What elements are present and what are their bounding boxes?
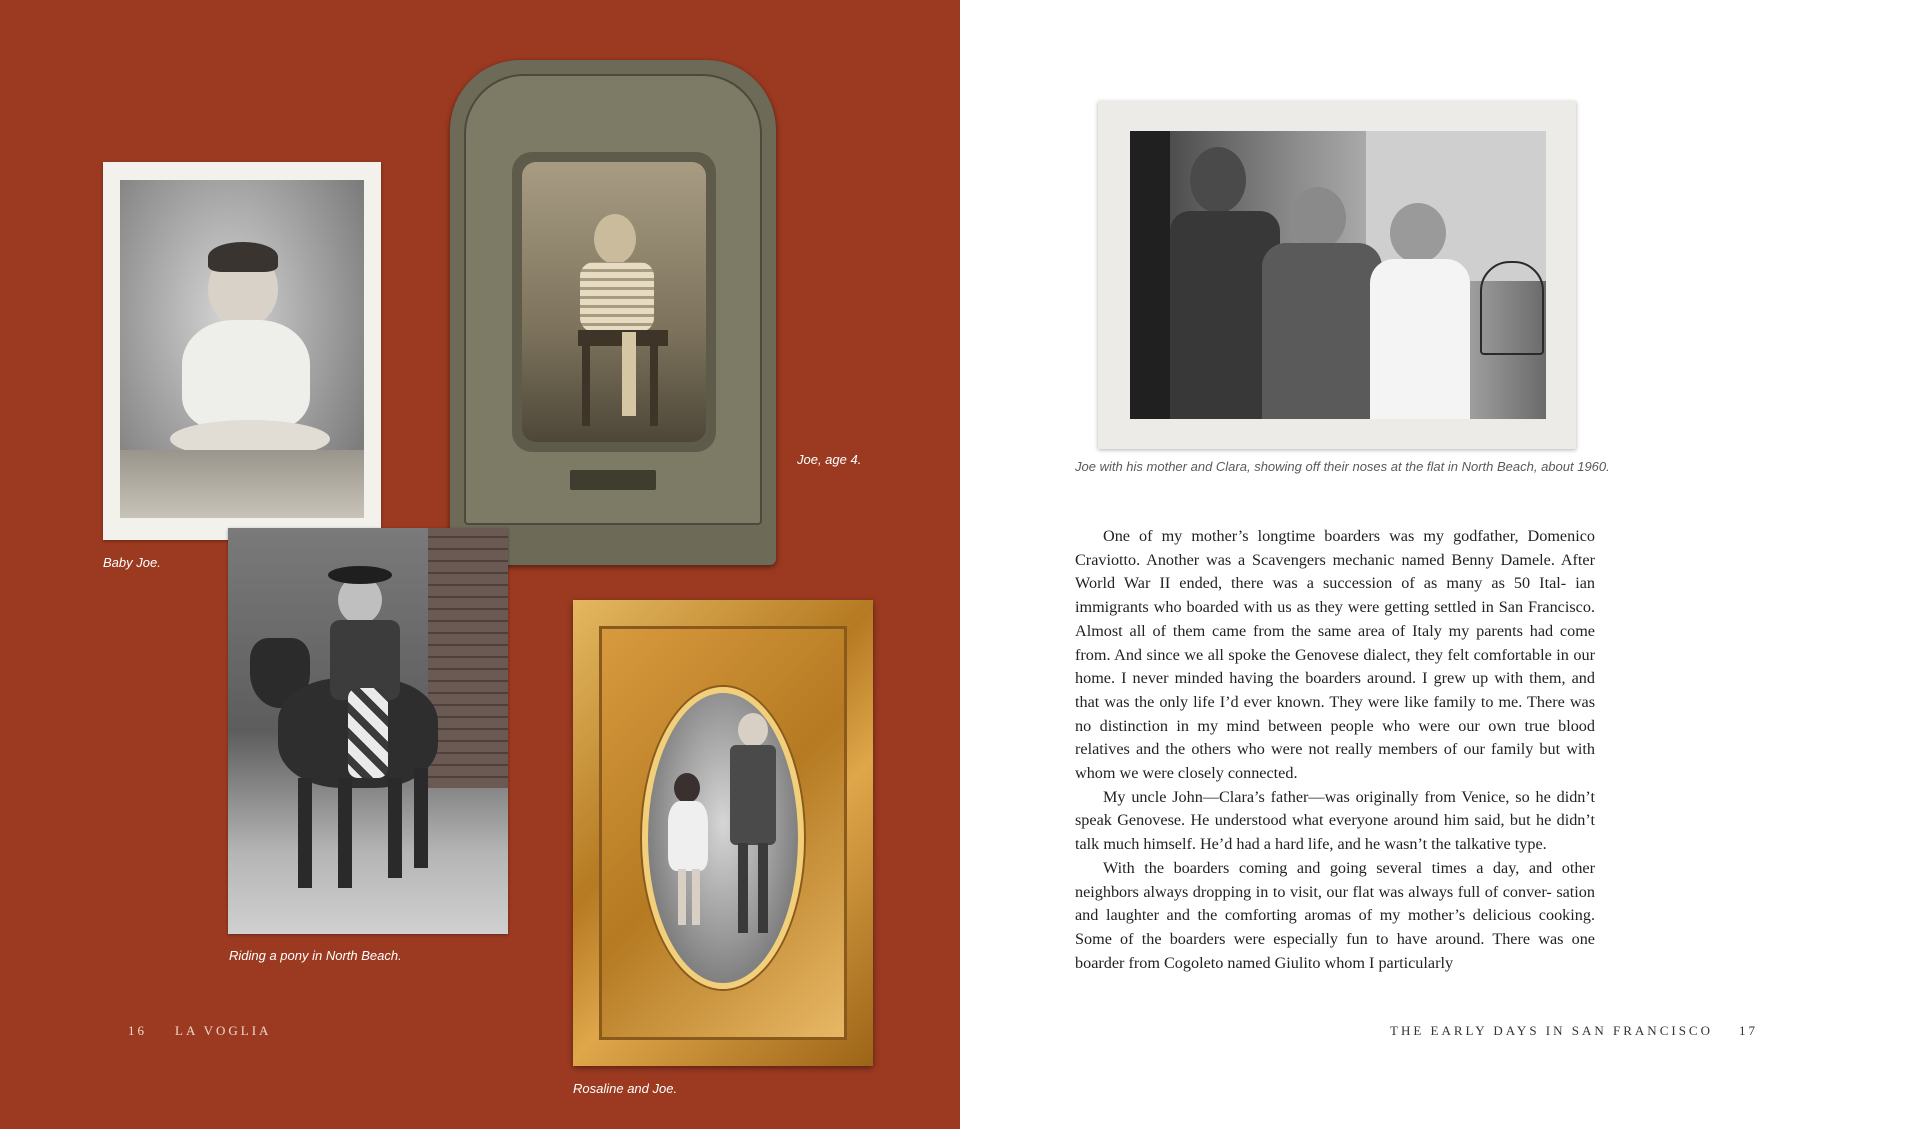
photo-joe-age-4 bbox=[450, 60, 776, 565]
card-plate bbox=[570, 470, 656, 490]
card-window bbox=[512, 152, 716, 452]
page-number-left: 16 bbox=[128, 1023, 147, 1038]
caption-family: Joe with his mother and Clara, showing off their noses at the flat in North Beach, about 1960. bbox=[1075, 459, 1610, 474]
running-head-right: THE EARLY DAYS IN SAN FRANCISCO bbox=[1390, 1023, 1713, 1038]
family-photo-image bbox=[1130, 131, 1546, 419]
caption-gold: Rosaline and Joe. bbox=[573, 1081, 678, 1096]
paragraph-1: One of my mother’s longtime boarders was my godfather, Domenico Craviotto. Another was a Scavengers mechanic named Benny Damele. After World War II ended, there was a succession of as many as 50 Ital- ian immigrants who boarded with us as they were getting settled in San Francisco. Almost all of them came from the same area of Italy my parents had come from. And since we all spoke the Genovese dialect, they felt comfortable in our home. I never minded having the boarders around. I grew up with them, and that was the only life I’d ever known. They were like family to me. There was no distinction in my mind between people who were our own true blood relatives and the others who were not really members of our family but with whom we were closely connected. bbox=[1075, 527, 1595, 783]
folio-right bbox=[1390, 1023, 1758, 1039]
caption-baby: Baby Joe. bbox=[103, 555, 161, 570]
right-page bbox=[960, 0, 1920, 1129]
paragraph-2: My uncle John—Clara’s father—was originally from Venice, so he didn’t speak Genovese. He understood what everyone around him said, but he didn’t talk much himself. He’d had a hard life, and he wasn’t the talkative type. bbox=[1075, 787, 1595, 854]
folio-left bbox=[128, 1023, 271, 1039]
photo-baby-joe bbox=[103, 162, 381, 540]
body-text bbox=[1075, 525, 1595, 975]
paragraph-3: With the boarders coming and going several times a day, and other neighbors always dropping in to visit, our flat was always full of conver- sation and laughter and the comforting aromas of my mother’s delicious cooking. Some of the boarders were especially fun to have around. There was one boarder from Cogoleto named Giulito whom I particularly bbox=[1075, 858, 1595, 972]
caption-age4: Joe, age 4. bbox=[797, 452, 862, 467]
gold-frame-inner bbox=[599, 626, 847, 1040]
photo-rosaline-and-joe bbox=[573, 600, 873, 1066]
age4-photo-image bbox=[522, 162, 706, 442]
baby-photo-image bbox=[120, 180, 364, 518]
pony-photo-image bbox=[228, 528, 508, 934]
oval-photo-image bbox=[642, 687, 804, 989]
running-head-left: LA VOGLIA bbox=[175, 1023, 272, 1038]
caption-pony: Riding a pony in North Beach. bbox=[229, 948, 402, 963]
photo-family-noses bbox=[1098, 101, 1576, 449]
page-number-right: 17 bbox=[1739, 1023, 1758, 1038]
photo-pony bbox=[228, 528, 508, 934]
